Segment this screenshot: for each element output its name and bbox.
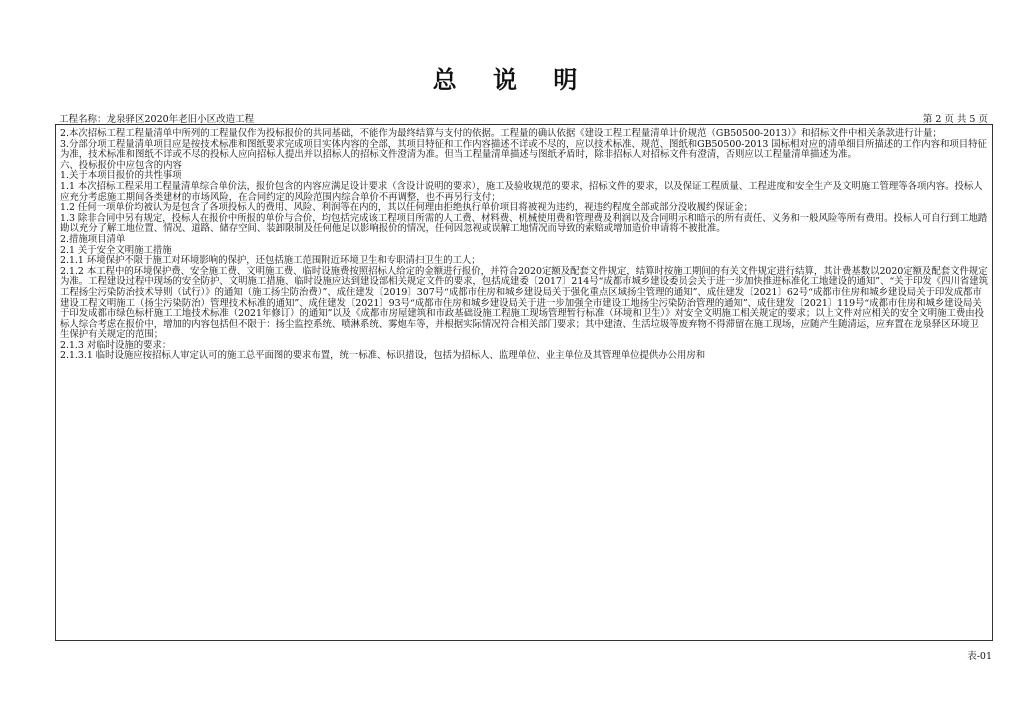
- project-name: 工程名称：龙泉驿区2020年老旧小区改造工程: [59, 114, 255, 125]
- subsection-heading: 2.1.3 对临时设施的要求：: [60, 339, 172, 351]
- section-heading: 六、投标报价中应包含的内容: [60, 159, 182, 171]
- paragraph: 3.分部分项工程量清单项目应是按技术标准和图纸要求完成项目实体内容的全部，其项目特征和工作内容描述不详或不尽的，应以技术标准、规范、图纸和GB50500-2013 国标相对应的清单细目所描述的工作内容和项目特征为准，技术标准和图纸不详或不尽的投标人应向招标人提出并以招标人的招标文件澄清为准。但当工程量清单描述与图纸矛盾时，除非招标人对招标文件有澄清，否则应以工程量清单描述为准。: [60, 138, 987, 161]
- subsection-heading: 2.1 关于安全文明施工措施: [60, 244, 172, 256]
- subsection-heading: 1.关于本项目报价的共性事项: [60, 170, 182, 182]
- paragraph: 2.1.3.1 临时设施应按招标人审定认可的施工总平面图的要求布置，统一标准、标识措设，包括为招标人、监理单位、业主单位及其管理单位提供办公用房和: [60, 350, 706, 362]
- document-body: [60, 129, 988, 362]
- paragraph: 2.1.2 本工程中的环境保护费、安全施工费、文明施工费、临时设施费按照招标人给定的金额进行报价，并符合2020定额及配套文件规定，结算时按施工期间的有关文件规定进行结算，其计费基数以2020定额及配套文件规定为准。工程建设过程中现场的安全防护、文明施工措施、临时设施应达到建设部相关规定文件的要求，包括成建委〔2017〕214号“成都市城乡建设委员会关于进一步加快推进标准化工地建设的通知”、“关于印发《四川省建筑工程扬尘污染防治技术导则（试行）》的通知（施工扬尘防治费）”、成住建发〔2019〕307号“成都市住房和城乡建设局关于强化重点区域扬尘管理的通知”、成住建发〔2021〕62号“成都市住房和城乡建设局关于印发成都市建设工程文明施工（扬尘污染防治）管理技术标准的通知”、成住建发〔2021〕93号“成都市住房和城乡建设局关于进一步加强全市建设工地扬尘污染防治管理的通知”、成住建发〔2021〕119号“成都市住房和城乡建设局关于印发成都市绿色标杆施工工地技术标准（2021年修订）的通知”以及《成都市房屋建筑和市政基础设施工程施工现场管理暂行标准（环境和卫生）》对安全文明施工相关规定的要求；以上文件对应相关的安全文明施工费由投标人综合考虑在报价中，增加的内容包括但不限于：扬尘监控系统、喷淋系统、雾炮车等，并根据实际情况符合相关部门要求；其中建渣、生活垃圾等废弃物不得滞留在施工现场，应随产生随清运，应弃置在龙泉驿区环境卫生保护有关规定的范围；: [60, 265, 989, 341]
- subsection-heading: 2.措施项目清单: [60, 233, 126, 245]
- paragraph: 1.3 除非合同中另有规定，投标人在报价中所报的单价与合价，均包括完成该工程项目所需的人工费、材料费、机械使用费和管理费及利润以及合同明示和暗示的所有责任、义务和一般风险等所有费用。投标人可自行到工地踏勘以充分了解工地位置、情况、道路、储存空间、装卸限制及任何他足以影响报价的情况，任何因忽视或误解工地情况而导致的索赔或增加造价申请将不被批准。: [60, 212, 988, 235]
- paragraph: 1.2 任何一项单价均被认为是包含了各项投标人的费用、风险、利润等在内的，其以任何理由拒绝执行单价项目将被视为违约，视违约程度全部或部分没收履约保证金；: [60, 202, 753, 214]
- page-title: 总 说 明: [432, 65, 592, 94]
- paragraph: 1.1 本次招标工程采用工程量清单综合单价法，报价包含的内容应满足设计要求（含设计说明的要求），施工及验收规范的要求，招标文件的要求，以及保证工程质量、工程进度和安全生产及文明施工管理等各项内容。投标人应充分考虑施工期间各类建材的市场风险，在合同约定的风险范围内综合单价不再调整，也不再另行支付；: [60, 180, 983, 203]
- paragraph: 2.1.1 环境保护不限于施工对环境影响的保护，还包括施工范围附近环境卫生和专职清扫卫生的工人；: [60, 255, 481, 267]
- form-number: 表-01: [967, 651, 992, 662]
- content-frame: [55, 124, 993, 641]
- page-info: 第 2 页 共 5 页: [922, 114, 988, 125]
- paragraph: 2.本次招标工程工程量清单中所列的工程量仅作为投标报价的共同基础，不能作为最终结算与支付的依据。工程量的确认依据《建设工程工程量清单计价规范（GB50500-2013）》和招标文件中相关条款进行计量；: [60, 128, 942, 139]
